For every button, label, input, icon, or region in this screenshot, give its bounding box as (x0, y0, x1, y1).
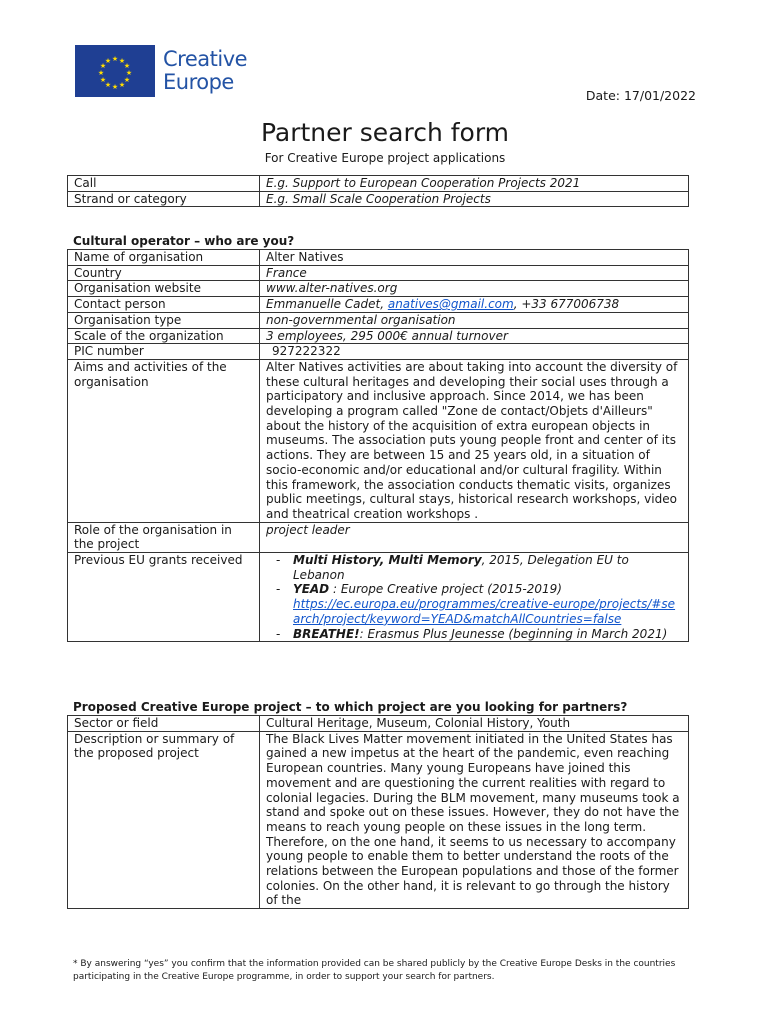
svg-text:★: ★ (97, 69, 105, 77)
svg-text:★: ★ (123, 76, 131, 84)
name-label: Name of organisation (68, 250, 260, 266)
sector-value: Cultural Heritage, Museum, Colonial History, Youth (260, 716, 689, 732)
website-label: Organisation website (68, 281, 260, 297)
country-label: Country (68, 265, 260, 281)
grants-value (260, 553, 689, 642)
project-heading: Proposed Creative Europe project – to which project are you looking for partners? (73, 700, 628, 714)
page-title: Partner search form (260, 118, 510, 147)
table-row (68, 265, 689, 281)
aims-label: Aims and activities of the organisation (68, 359, 260, 522)
date: Date: 17/01/2022 (585, 88, 696, 103)
svg-text:★: ★ (99, 62, 107, 70)
table-row (68, 553, 689, 642)
contact-label: Contact person (68, 297, 260, 313)
strand-label: Strand or category (68, 191, 260, 207)
svg-text:★: ★ (118, 57, 126, 65)
eu-flag-icon (75, 45, 155, 97)
table-row (68, 731, 689, 908)
call-label: Call (68, 176, 260, 192)
yead-project-link[interactable]: https://ec.europa.eu/programmes/creative-europe/projects/#search/project/keyword=YEAD&matchAllCountries=false (293, 597, 676, 626)
table-row (68, 176, 689, 192)
svg-text:★: ★ (123, 62, 131, 70)
table-row (68, 191, 689, 207)
table-row (68, 328, 689, 344)
table-row (68, 344, 689, 360)
operator-table (67, 249, 689, 642)
contact-phone: , +33 677006738 (513, 297, 620, 312)
table-row (68, 297, 689, 313)
contact-value (260, 297, 689, 313)
table-row (68, 250, 689, 266)
desc-label: Description or summary of the proposed project (68, 731, 260, 908)
list-item: - BREATHE!: Erasmus Plus Jeunesse (beginning in March 2021) (266, 627, 682, 642)
name-value: Alter Natives (260, 250, 689, 266)
svg-text:★: ★ (99, 76, 107, 84)
role-value: project leader (260, 522, 689, 552)
logo-wordmark: Creative Europe (163, 47, 248, 94)
svg-text:★: ★ (118, 81, 126, 89)
sector-label: Sector or field (68, 716, 260, 732)
type-label: Organisation type (68, 312, 260, 328)
scale-value: 3 employees, 295 000€ annual turnover (260, 328, 689, 344)
contact-name: Emmanuelle Cadet, (266, 297, 388, 312)
svg-text:★: ★ (104, 81, 112, 89)
aims-value: Alter Natives activities are about taking into account the diversity of these cultural heritages and developing their social uses through a participatory and inclusive approach. Since 2014, we has been developing a program called "Zone de contact/Objets d'Ailleurs" about the history of the acquisition of extra european objects in museums. The association puts young people front and center of its actions. They are between 15 and 25 years old, in a situation of socio-economic and/or educational and/or cultural fragility. Within this framework, the association conducts thematic visits, organizes public meetings, cultural stays, historical research workshops, video and theatrical creation workshops . (260, 359, 689, 522)
desc-value: The Black Lives Matter movement initiated in the United States has gained a new impetus at the heart of the pandemic, even reaching European countries. Many young Europeans have joined this movement and are questioning the current realities with regard to colonial legacies. During the BLM movement, many museums took a stand and spoke out on these issues. However, they do not have the means to reach young people on these issues in the long term. Therefore, on the one hand, it seems to us necessary to accompany young people to enable them to better understand the roots of the relations between the European populations and those of the former colonies. On the other hand, it is relevant to go through the history of the (260, 731, 689, 908)
table-row (68, 359, 689, 522)
grants-label: Previous EU grants received (68, 553, 260, 642)
creative-europe-logo (75, 45, 265, 97)
grants-list (266, 553, 682, 641)
page-subtitle: For Creative Europe project applications (264, 151, 506, 165)
svg-text:★: ★ (111, 83, 119, 91)
list-item: - Multi History, Multi Memory, 2015, Delegation EU to Lebanon (266, 553, 682, 582)
table-row (68, 716, 689, 732)
footnote: * By answering “yes” you confirm that the information provided can be shared publicly by the Creative Europe Desks in the countries participating in the Creative Europe programme, in order to support your search for partners. (73, 959, 676, 982)
operator-heading: Cultural operator – who are you? (73, 234, 295, 248)
country-value: France (260, 265, 689, 281)
website-value: www.alter-natives.org (260, 281, 689, 297)
type-value: non-governmental organisation (260, 312, 689, 328)
role-label: Role of the organisation in the project (68, 522, 260, 552)
strand-value: E.g. Small Scale Cooperation Projects (260, 191, 689, 207)
scale-label: Scale of the organization (68, 328, 260, 344)
pic-value: 927222322 (260, 344, 689, 360)
table-row (68, 522, 689, 552)
svg-text:★: ★ (125, 69, 133, 77)
call-value: E.g. Support to European Cooperation Projects 2021 (260, 176, 689, 192)
svg-text:★: ★ (104, 57, 112, 65)
project-table (67, 715, 689, 909)
contact-email-link[interactable]: anatives@gmail.com (387, 297, 514, 312)
list-item: - YEAD : Europe Creative project (2015-2019) https://ec.europa.eu/programmes/creative-europe/projects/#search/project/keyword=YEAD&matchAllCountries=false (266, 582, 682, 626)
table-row (68, 312, 689, 328)
table-row (68, 281, 689, 297)
pic-label: PIC number (68, 344, 260, 360)
svg-text:★: ★ (111, 55, 119, 63)
call-table (67, 175, 689, 207)
